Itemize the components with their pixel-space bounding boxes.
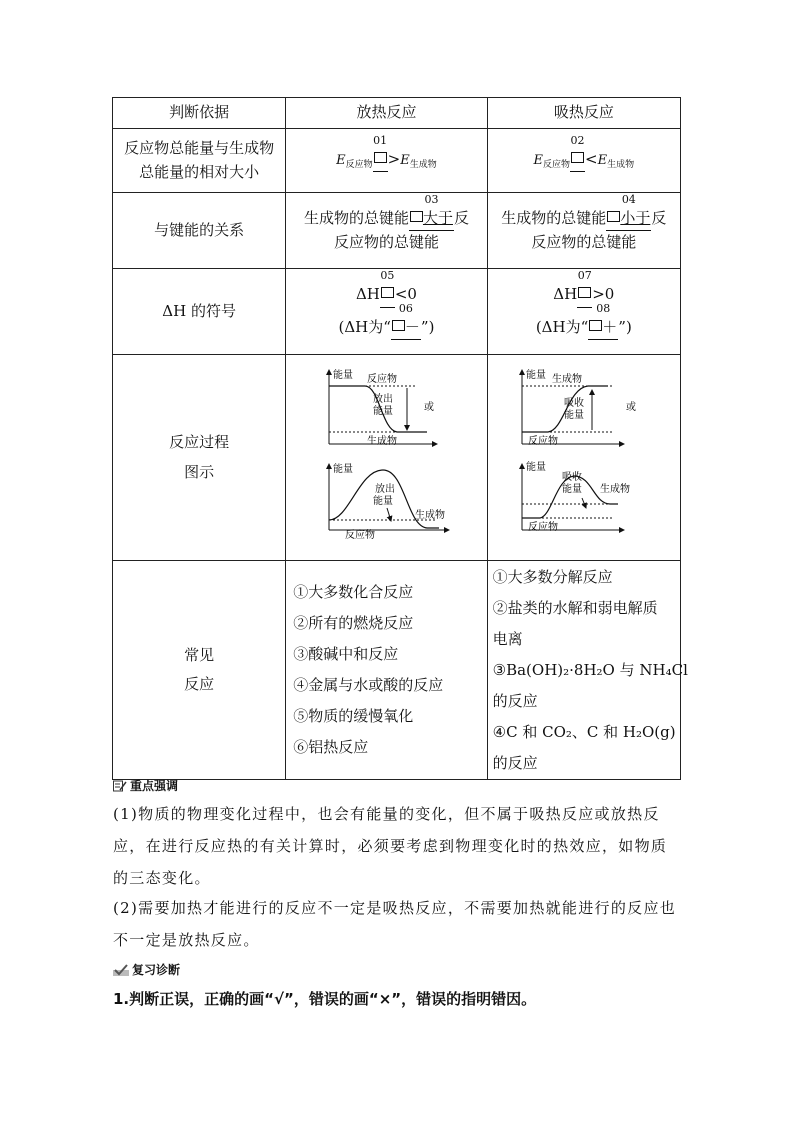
row-label-dh-sign: ΔH 的符号 — [113, 269, 286, 355]
row-label-common-reactions: 常见 反应 — [113, 561, 286, 780]
answer-box-icon — [571, 152, 584, 163]
exo-top-reactant-label: 反应物 — [366, 373, 397, 385]
checkmark-icon — [113, 964, 129, 976]
answer-box-icon — [410, 211, 423, 222]
endothermic-energy-diagrams — [488, 358, 679, 558]
answer-blank-04: 04 小于 — [606, 207, 651, 231]
exo-top-energy-label: 能量 — [332, 369, 353, 381]
answer-blank-02: 02 — [570, 148, 585, 172]
endo-dh-sign: ΔH 07 >0 (ΔH为“ 08 ＋”) — [487, 269, 680, 355]
exo-top-release-label-2: 能量 — [372, 405, 393, 417]
emphasis-heading: 重点强调 — [113, 777, 178, 794]
comparison-table — [112, 97, 688, 780]
list-item: ③Ba(OH)₂·8H₂O 与 NH₄Cl — [492, 660, 688, 679]
answer-blank-06: 06 － — [391, 316, 421, 340]
endo-bottom-product-label: 生成物 — [600, 483, 631, 495]
row-label-energy: 反应物总能量与生成物总能量的相对大小 — [113, 129, 286, 193]
endo-bottom-absorb-label: 吸收 — [562, 471, 583, 483]
table-row — [113, 355, 681, 561]
list-item: ⑤物质的缓慢氧化 — [293, 707, 414, 725]
list-item: 的反应 — [492, 691, 538, 710]
exo-energy-relation: $E_{反应物}$ 01 $>E_{生成物}$ — [286, 129, 487, 193]
list-item: ②盐类的水解和弱电解质 — [492, 598, 658, 617]
list-item: ③酸碱中和反应 — [293, 645, 399, 663]
endo-top-absorb-label: 吸收 — [564, 397, 585, 409]
answer-box-icon — [607, 211, 620, 222]
endo-top-reactant-label: 反应物 — [528, 435, 559, 447]
exothermic-energy-diagrams — [287, 358, 486, 558]
answer-box-icon — [589, 320, 602, 331]
list-item: 电离 — [492, 629, 523, 648]
header-exothermic: 放热反应 — [286, 98, 487, 129]
list-item: ①大多数化合反应 — [293, 583, 414, 601]
answer-box-icon — [374, 152, 387, 163]
table-row — [113, 561, 681, 780]
exo-bottom-product-label: 生成物 — [414, 509, 445, 521]
endo-bottom-absorb-label-2: 能量 — [562, 483, 583, 495]
exo-common-reactions — [286, 561, 487, 780]
exo-top-product-label: 生成物 — [366, 435, 397, 447]
list-item: ②所有的燃烧反应 — [293, 614, 414, 632]
exo-bottom-reactant-label: 反应物 — [344, 529, 375, 541]
answer-box-icon — [381, 287, 394, 298]
exo-bottom-energy-label: 能量 — [332, 463, 353, 475]
list-item: ⑥铝热反应 — [293, 738, 369, 756]
endo-bond-relation: 生成物的总键能 04 小于反 反应物的总键能 — [487, 193, 680, 269]
answer-blank-07: 07 — [577, 283, 592, 307]
exo-bottom-release-label: 放出 — [374, 483, 395, 495]
list-item: ④金属与水或酸的反应 — [293, 676, 444, 694]
row-label-process-diagram: 反应过程 图示 — [113, 355, 286, 561]
endo-or-label: 或 — [626, 401, 637, 413]
list-item: ④C 和 CO₂、C 和 H₂O(g) — [492, 722, 676, 741]
row-label-bond-energy: 与键能的关系 — [113, 193, 286, 269]
list-item: 的反应 — [492, 753, 538, 772]
header-endothermic: 吸热反应 — [487, 98, 680, 129]
exo-bottom-release-label-2: 能量 — [372, 495, 393, 507]
table-row — [113, 193, 681, 269]
table-row — [113, 269, 681, 355]
endo-energy-relation: $E_{反应物}$ 02 $<E_{生成物}$ — [487, 129, 680, 193]
list-item: ①大多数分解反应 — [492, 567, 613, 586]
answer-box-icon — [578, 287, 591, 298]
answer-blank-08: 08 ＋ — [588, 316, 618, 340]
endo-bottom-energy-label: 能量 — [526, 461, 547, 473]
endo-top-absorb-label-2: 能量 — [564, 409, 585, 421]
review-heading: 复习诊断 — [113, 961, 180, 978]
table-row — [113, 129, 681, 193]
endo-diagrams — [487, 355, 680, 561]
endo-bottom-reactant-label: 反应物 — [528, 521, 559, 533]
exo-bond-relation: 生成物的总键能 03 大于反 反应物的总键能 — [286, 193, 487, 269]
exo-dh-sign: ΔH 05 <0 (ΔH为“ 06 －”) — [286, 269, 487, 355]
exo-or-label: 或 — [423, 401, 434, 413]
table-header-row — [113, 98, 681, 129]
endo-top-product-label: 生成物 — [552, 373, 583, 385]
endo-common-reactions — [487, 561, 688, 780]
header-basis: 判断依据 — [113, 98, 286, 129]
emphasis-paragraph-2: (2)需要加热才能进行的反应不一定是吸热反应，不需要加热就能进行的反应也不一定是放热反应。 — [113, 899, 677, 949]
endo-top-energy-label: 能量 — [526, 369, 547, 381]
exo-top-release-label: 放出 — [372, 393, 393, 405]
answer-blank-05: 05 — [380, 283, 395, 307]
question-1: 1.判断正误，正确的画“√”，错误的画“×”，错误的指明错因。 — [113, 990, 537, 1008]
pencil-note-icon — [113, 780, 127, 792]
emphasis-paragraph-1: (1)物质的物理变化过程中，也会有能量的变化，但不属于吸热反应或放热反应，在进行反应热的有关计算时，必须要考虑到物理变化时的热效应，如物质的三态变化。 — [113, 805, 668, 887]
answer-box-icon — [392, 320, 405, 331]
answer-blank-03: 03 大于 — [409, 207, 454, 231]
answer-blank-01: 01 — [373, 148, 388, 172]
exo-diagrams — [286, 355, 487, 561]
